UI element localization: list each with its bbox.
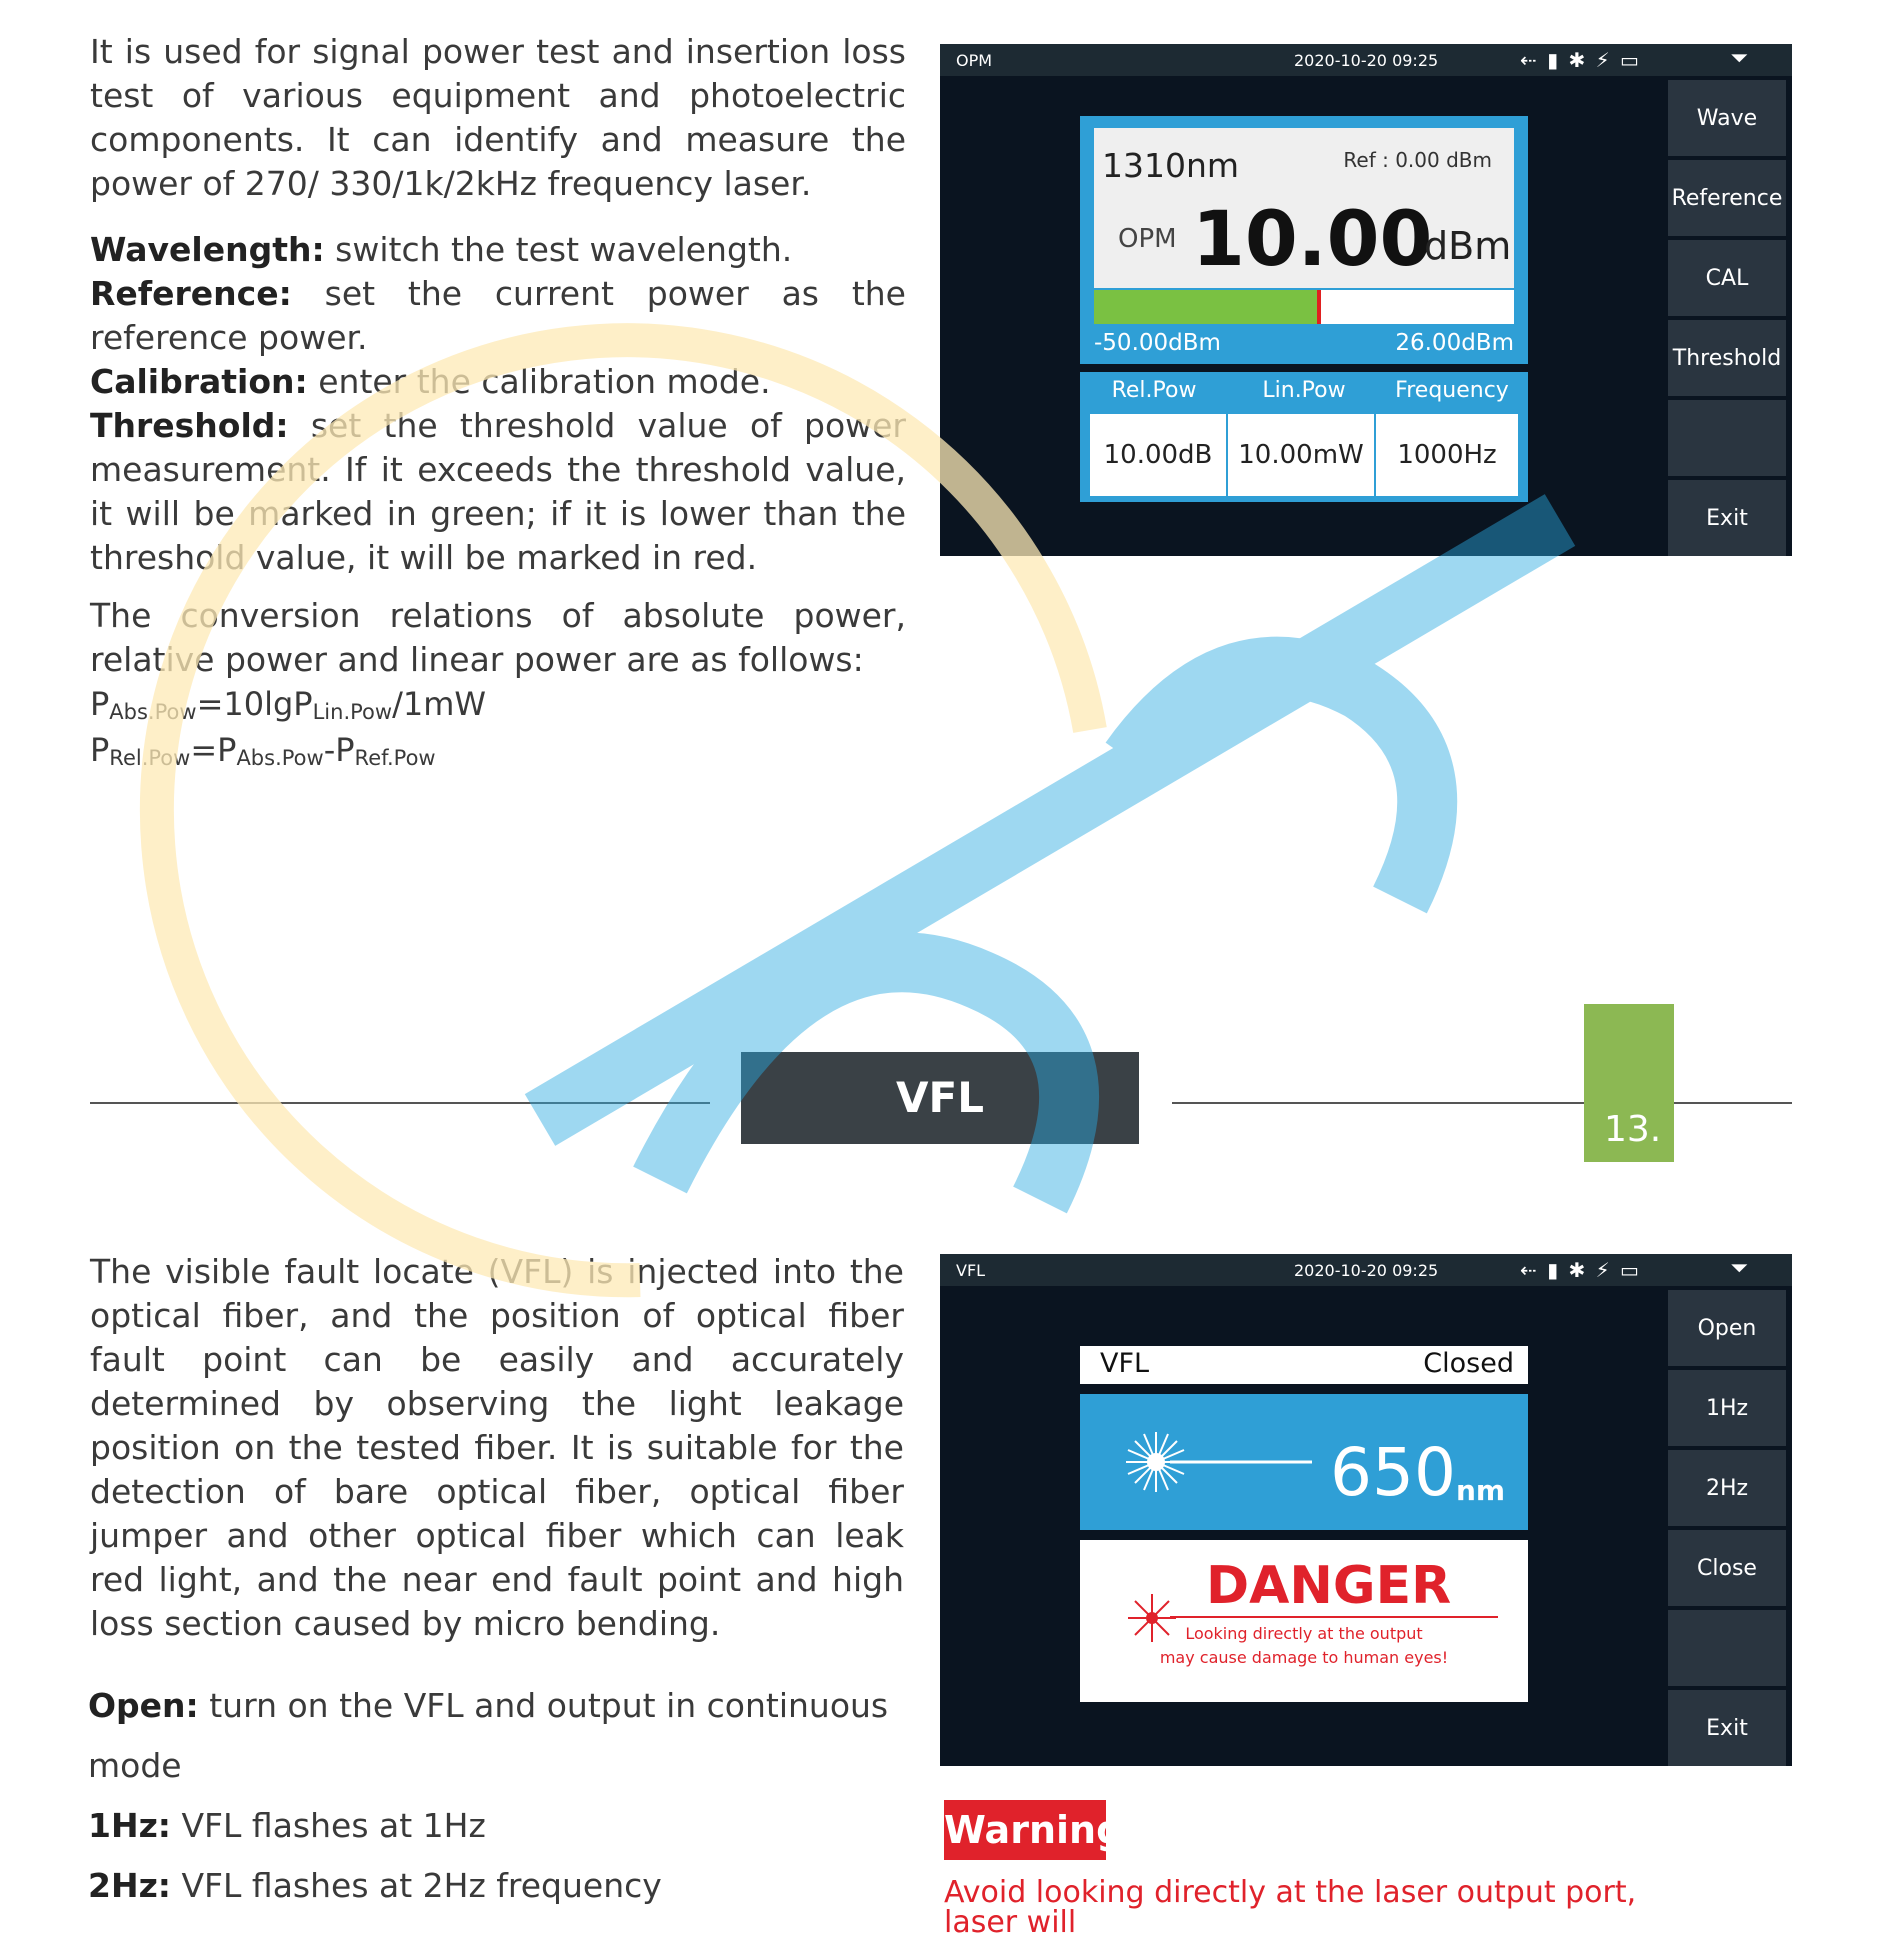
- range-min: -50.00dBm: [1094, 330, 1221, 356]
- vfl-wavelength-panel: [1080, 1394, 1528, 1530]
- dropdown-menu-icon[interactable]: ⏷: [1730, 1256, 1748, 1281]
- warning-text: Avoid looking directly at the laser output port, laser will: [944, 1875, 1637, 1940]
- 1hz-softkey[interactable]: 1Hz: [1668, 1370, 1786, 1446]
- status-icons: ⇠ ▮ ✱ ⚡ ▭: [1520, 48, 1641, 72]
- blank-softkey[interactable]: [1668, 400, 1786, 476]
- def-2hz: 2Hz: VFL flashes at 2Hz frequency: [88, 1866, 662, 1905]
- danger-line1: Looking directly at the output: [1185, 1624, 1423, 1643]
- def-calibration: Calibration: enter the calibration mode.: [90, 362, 771, 401]
- vfl-mode-label: VFL: [956, 1261, 986, 1280]
- vfl-wavelength-value: 650: [1330, 1434, 1456, 1511]
- open-softkey[interactable]: Open: [1668, 1290, 1786, 1366]
- definitions: [90, 228, 906, 580]
- wave-softkey[interactable]: Wave: [1668, 80, 1786, 156]
- status-icons: ⇠ ▮ ✱ ⚡ ▭: [1520, 1258, 1641, 1282]
- table-header: Lin.Pow: [1262, 378, 1346, 403]
- danger-panel: [1080, 1540, 1528, 1702]
- danger-title: DANGER: [1206, 1556, 1452, 1616]
- danger-line2: may cause damage to human eyes!: [1159, 1648, 1449, 1667]
- divider-left: [90, 1102, 710, 1104]
- 2hz-softkey[interactable]: 2Hz: [1668, 1450, 1786, 1526]
- def-1hz: 1Hz: VFL flashes at 1Hz: [88, 1806, 486, 1845]
- def-wavelength: Wavelength: switch the test wavelength.: [90, 230, 793, 269]
- opm-power-value: 10.00: [1192, 194, 1433, 283]
- vfl-status-bar: [940, 1254, 1792, 1286]
- formula-abs: $P_{Abs.Pow}=10\lg P_{Lin.Pow}/1mW$: [90, 685, 487, 724]
- power-level-marker: [1317, 290, 1321, 324]
- def-open: Open: turn on the VFL and output in continuous: [88, 1686, 889, 1725]
- power-level-bar: [1094, 290, 1514, 324]
- exit-softkey[interactable]: Exit: [1668, 480, 1786, 556]
- vfl-datetime: 2020-10-20 09:25: [1294, 1261, 1439, 1280]
- opm-label: OPM: [1118, 224, 1177, 254]
- vfl-head-label: VFL: [1100, 1348, 1150, 1379]
- table-cell: 10.00mW: [1228, 414, 1374, 496]
- range-max: 26.00dBm: [1395, 330, 1514, 356]
- table-cell: 1000Hz: [1376, 414, 1518, 496]
- conversion-intro: The conversion relations of absolute power, relative power and linear power are as follows:: [90, 596, 906, 679]
- threshold-softkey[interactable]: Threshold: [1668, 320, 1786, 396]
- close-softkey[interactable]: Close: [1668, 1530, 1786, 1606]
- table-header: Frequency: [1395, 378, 1509, 403]
- def-open-cont: mode: [88, 1746, 182, 1785]
- table-cell: 10.00dB: [1090, 414, 1226, 496]
- divider-right: [1172, 1102, 1792, 1104]
- vfl-paragraph: The visible fault locate (VFL) is injected into the optical fiber, and the position of optical fiber fault point can be easily and accurately determined by observing the light leakage position on the tested fiber. It is suitable for the detection of bare optical fiber, optical fiber jumper and other optical fiber which can leak red light, and the near end fault point and high loss section caused by micro bending.: [90, 1252, 904, 1643]
- opm-ref: Ref : 0.00 dBm: [1343, 148, 1492, 172]
- page-number: 13.: [1584, 1004, 1674, 1162]
- opm-reading-inner: [1094, 128, 1514, 288]
- opm-measurement-table: [1080, 372, 1528, 502]
- section-title: VFL: [741, 1052, 1139, 1144]
- cal-softkey[interactable]: CAL: [1668, 240, 1786, 316]
- opm-mode-label: OPM: [956, 51, 993, 70]
- opm-reading-panel: [1080, 116, 1528, 364]
- opm-status-bar: [940, 44, 1792, 76]
- reference-softkey[interactable]: Reference: [1668, 160, 1786, 236]
- vfl-definitions: [88, 1676, 928, 1916]
- intro-paragraph: It is used for signal power test and insertion loss test of various equipment and photoelectric components. It can identify and measure the power of 270/ 330/1k/2kHz frequency laser.: [90, 32, 906, 203]
- power-level-fill: [1094, 290, 1317, 324]
- vfl-wavelength-unit: nm: [1456, 1474, 1506, 1507]
- table-header: Rel.Pow: [1111, 378, 1197, 403]
- vfl-state: Closed: [1423, 1348, 1514, 1379]
- opm-wavelength: 1310nm: [1102, 146, 1240, 185]
- formula-rel: $P_{Rel.Pow}=P_{Abs.Pow}-P_{Ref.Pow}$: [90, 731, 436, 770]
- laser-burst-icon: [1080, 1394, 1320, 1530]
- def-reference: Reference: set the current power as the reference power.: [90, 274, 906, 357]
- warning-label: Warning: [944, 1800, 1106, 1860]
- danger-underline: [1170, 1616, 1498, 1618]
- vfl-screen: [940, 1254, 1792, 1766]
- opm-datetime: 2020-10-20 09:25: [1294, 51, 1439, 70]
- opm-screen: [940, 44, 1792, 556]
- def-threshold: Threshold: set the threshold value of power measurement. If it exceeds the threshold value, it will be marked in green; if it is lower than the threshold value, it will be marked in red.: [90, 406, 906, 577]
- exit-softkey[interactable]: Exit: [1668, 1690, 1786, 1766]
- opm-power-unit: dBm: [1424, 224, 1512, 268]
- blank-softkey[interactable]: [1668, 1610, 1786, 1686]
- vfl-status-header: [1080, 1346, 1528, 1384]
- dropdown-menu-icon[interactable]: ⏷: [1730, 46, 1748, 71]
